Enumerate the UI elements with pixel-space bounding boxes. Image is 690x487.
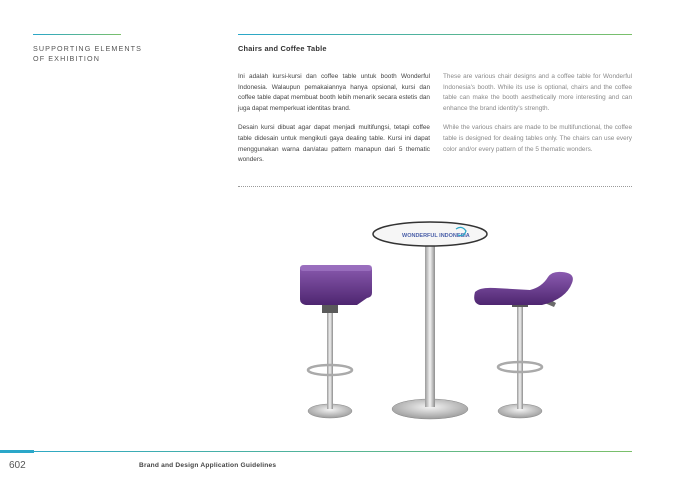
page-number: 602 bbox=[9, 460, 26, 471]
section-label-line1: SUPPORTING ELEMENTS bbox=[33, 44, 143, 53]
top-rule-left bbox=[33, 34, 121, 35]
footer-rule bbox=[0, 451, 632, 452]
footer-title: Brand and Design Application Guidelines bbox=[139, 462, 277, 469]
dotted-divider bbox=[238, 186, 632, 187]
english-paragraph-1: These are various chair designs and a coffee table for Wonderful Indonesia's booth. While its use is optional, chairs and the coffee table can make the booth aesthetically more interesting and can enhance the brand identity's strength. bbox=[443, 73, 632, 112]
coffee-table bbox=[373, 222, 487, 419]
page-heading: Chairs and Coffee Table bbox=[238, 44, 327, 53]
english-paragraph-2: While the various chairs are made to be multifunctional, the coffee table is designed for dealing tables only. The chairs can use every color and/or every pattern of the 5 thematic wonders. bbox=[443, 124, 632, 153]
furniture-svg bbox=[280, 215, 580, 430]
indonesian-column bbox=[238, 72, 430, 175]
indonesian-paragraph-2: Desain kursi dibuat agar dapat menjadi multifungsi, tetapi coffee table didesain untuk mengikuti gaya dealing table. Kursi ini dapat menggunakan warna dan/atau pattern manapun dari 5 thematic wonders. bbox=[238, 124, 430, 164]
table-logo-text: WONDERFUL INDONESIA bbox=[402, 233, 470, 239]
indonesian-paragraph-1: Ini adalah kursi-kursi dan coffee table untuk booth Wonderful Indonesia. Walaupun pemakaiannya hanya opsional, kursi dan coffee table dapat membuat booth lebih menarik secara estetis dan juga dapat memperkuat identitas brand. bbox=[238, 73, 430, 112]
section-label bbox=[33, 44, 183, 64]
english-column bbox=[443, 72, 632, 164]
top-rule-right bbox=[238, 34, 632, 35]
section-label-line2: OF EXHIBITION bbox=[33, 54, 101, 63]
footer-accent bbox=[0, 450, 34, 453]
chairs-and-table-illustration bbox=[280, 215, 580, 430]
right-bar-stool bbox=[474, 272, 573, 418]
left-bar-stool bbox=[300, 265, 372, 418]
